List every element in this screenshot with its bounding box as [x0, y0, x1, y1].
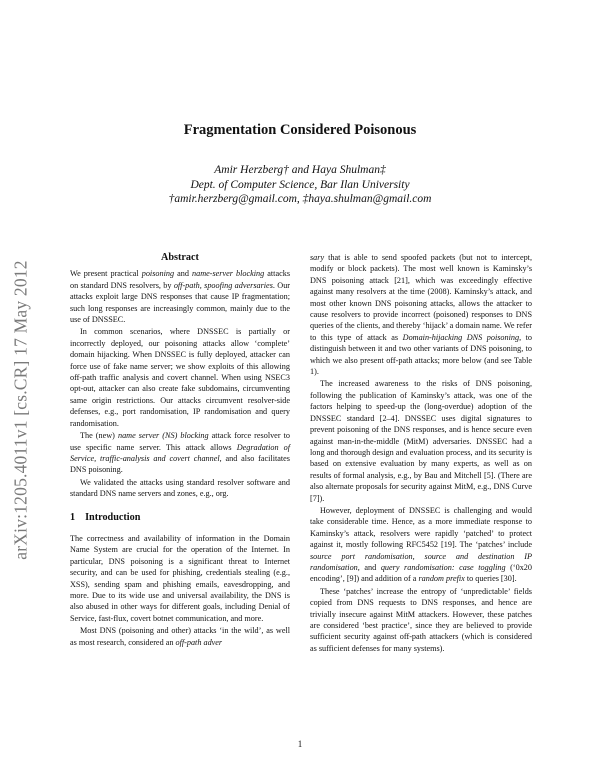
text-run: Most DNS (poisoning and other) attacks ‘in the wild’, as well as most research, considered an: [70, 626, 290, 647]
text-run: , and also facilitates DNS poisoning.: [70, 453, 290, 475]
abstract-paragraph-1: [70, 268, 290, 325]
italic-text-run: Degradation of Service, traffic-analysis and covert channel: [70, 442, 290, 463]
author-affiliation: Dept. of Computer Science, Bar Ilan University: [190, 178, 410, 191]
abstract-heading: Abstract: [161, 252, 199, 263]
text-run: . Our attacks exploit large DNS responses that cause IP fragmentation; such long responses are increasingly common, mainly due to the use of DNSSEC.: [70, 280, 291, 325]
right-column: [310, 252, 532, 654]
section-number: 1: [70, 511, 76, 523]
text-run: that is able to send spoofed packets (but not to intercept, modify or block packets). The most well known is Kaminsky’s DNS poisoning attack [21], which was exceedingly effective against many resolvers at the time (2008). Kaminsky’s attack, and most other known DNS poisoning attacks, allows the attacker to cause resolvers to provide incorrect (poisoned) responses to DNS queries of the clients, and thereby ‘hijack’ a domain name. We refer to this type of attack as: [310, 253, 532, 342]
text-run: to queries [30].: [464, 574, 517, 584]
italic-text-run: off-path adver: [175, 637, 223, 647]
text-run: We validated the attacks using standard resolver software and standard DNS name servers and zones, e.g., org.: [70, 477, 290, 499]
introduction-heading: [70, 512, 290, 523]
text-run: However, deployment of DNSSEC is challenging and would take considerable time. Hence, as a more immediate response to Kaminsky’s attack, resolvers were rapidly ‘patched’ to protect against it, mostly following RFC5452 [19]. The ‘patches’ include: [310, 505, 532, 550]
italic-text-run: off-path, spoofing adversaries: [173, 280, 273, 290]
abstract-paragraph-4: [70, 477, 290, 500]
text-run: The increased awareness to the risks of DNS poisoning, following the publication of Kaminsky’s attack, was one of the factors helping to speed-up the (long-overdue) adoption of the DNSSEC standard [2–4]. DNSSEC uses digital signatures to prevent poisoning of the DNS responses, and is hence secure even against man-in-the-middle (MitM) adversaries. DNSSEC had a long and thorough design and evaluation process, and its security is based on extensive evaluation by many experts, as well as on results of formal analysis, e.g., by Bau and Mitchell [5]. (There are also alternate proposals for security against MitM, e.g., DNS Curve [7]).: [310, 379, 532, 503]
abstract-paragraph-3: [70, 430, 290, 476]
intro-paragraph-1: [70, 533, 290, 624]
text-run: , to distinguish between it and two other variants of DNS poisoning, to which we also present off-path attacks; more below (and see Table 1).: [310, 332, 533, 377]
italic-text-run: sary: [310, 253, 325, 262]
abstract-paragraph-2: [70, 326, 290, 429]
left-column: [70, 252, 290, 648]
body-paragraph-2: [310, 378, 532, 503]
intro-paragraph-2: [70, 625, 290, 648]
text-run: These ‘patches’ increase the entropy of ‘unpredictable’ fields copied from DNS requests to DNS responses, and hence are trivially insecure against MitM attackers. However, these patches are considered ‘best practice’, since they are believed to provide sufficient security against off-path attackers (which is considered as sufficient defenses for many systems).: [310, 586, 532, 653]
italic-text-run: name-server blocking: [192, 269, 265, 279]
italic-text-run: source port randomisation, source and destination IP randomisation: [310, 551, 532, 572]
body-paragraph-4: [310, 586, 532, 654]
italic-text-run: name server (NS) blocking: [117, 431, 209, 441]
italic-text-run: poisoning: [141, 269, 175, 279]
author-block: [0, 163, 600, 207]
body-paragraph-1: [310, 252, 532, 377]
paper-title: Fragmentation Considered Poisonous: [183, 122, 417, 138]
section-title: Introduction: [85, 511, 141, 523]
italic-text-run: random prefix: [418, 574, 465, 584]
text-run: (‘0x20 encoding’, [9]) and addition of a: [310, 562, 532, 584]
text-run: and: [174, 269, 193, 279]
author-names: Amir Herzberg† and Haya Shulman‡: [214, 164, 386, 176]
text-run: The correctness and availability of information in the Domain Name System are crucial for the operation of the Internet. In particular, DNS poisoning is a significant threat to Internet security, and can be used for phishing, credentials stealing (e.g., XSS), sending spam and phishing emails, eavesdropping, and more. Due to its wide use and universal availability, the DNS is also abused in other ways for different goals, including Denial of Service, fast-flux, covert botnet communication, and more.: [70, 533, 290, 623]
text-run: We present practical: [70, 269, 142, 279]
arxiv-identifier: arXiv:1205.4011v1 [cs.CR] 17 May 2012: [10, 260, 31, 560]
italic-text-run: Domain-hijacking DNS poisoning: [402, 332, 520, 342]
text-run: In common scenarios, where DNSSEC is partially or incorrectly deployed, our poisoning attacks allow ‘complete’ domain hijacking. When DNSSEC is fully deployed, attacker can force use of fake name server; we show exploits of this allowing off-path traffic analysis and covert channel. When using NSEC3 opt-out, attacker can also create fake subdomains, circumventing same origin restrictions. Our attacks circumvent resolver-side defenses, e.g., port randomisation, IP randomisation and query randomisation.: [70, 327, 290, 428]
page-number: 1: [297, 739, 303, 749]
arxiv-side-stamp: [6, 200, 36, 620]
text-run: attack force resolver to use specific name server. This attack allows: [70, 431, 290, 452]
text-run: The (new): [80, 431, 118, 441]
body-paragraph-3: [310, 505, 532, 585]
text-run: , and: [357, 562, 381, 572]
text-run: attacks on standard DNS resolvers, by: [70, 269, 291, 290]
author-emails: †amir.herzberg@gmail.com, ‡haya.shulman@gmail.com: [168, 193, 432, 205]
italic-text-run: query randomisation: case toggling: [380, 562, 506, 572]
